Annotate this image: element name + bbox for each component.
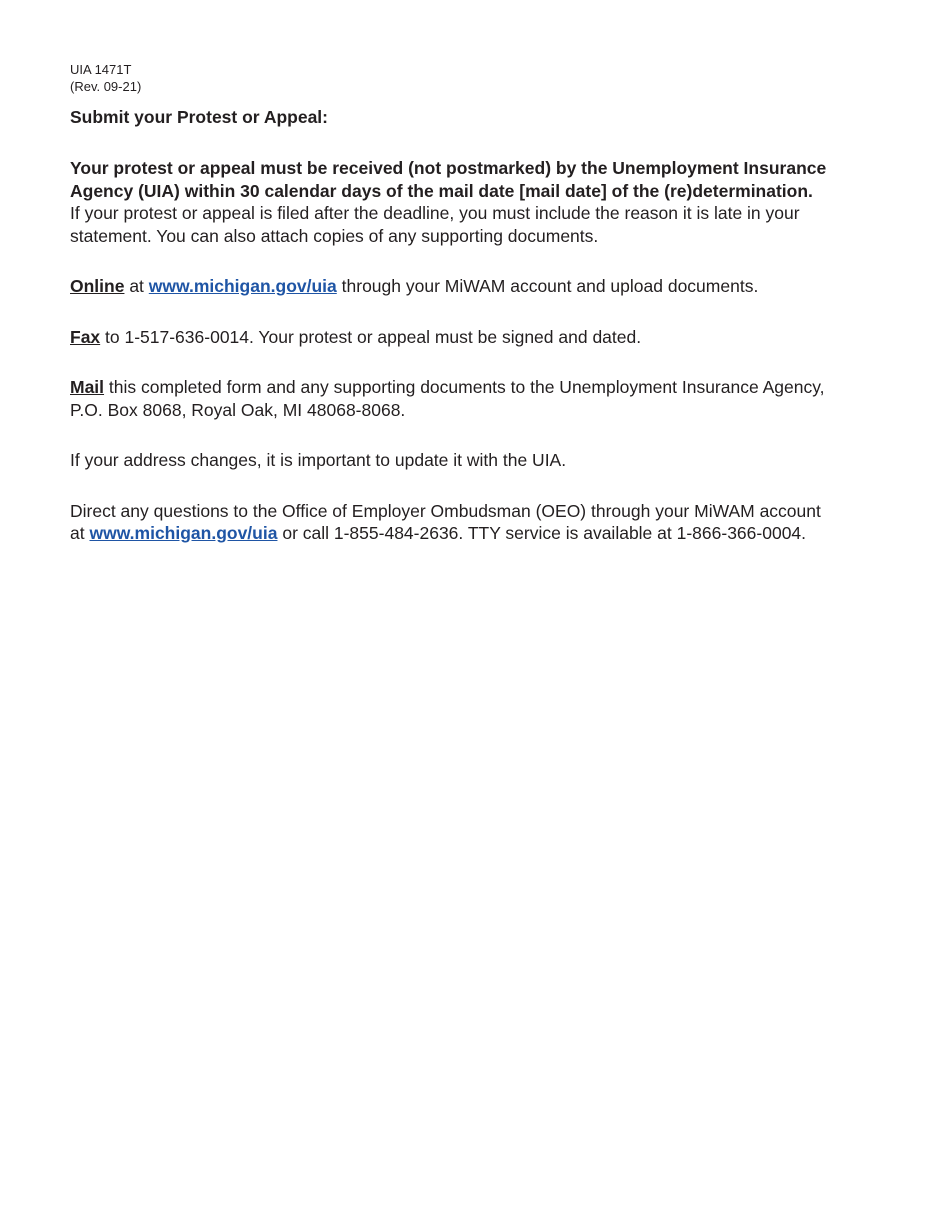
online-pre-text: at bbox=[124, 276, 149, 296]
michigan-uia-link[interactable]: www.michigan.gov/uia bbox=[148, 276, 337, 296]
form-revision: (Rev. 09-21) bbox=[70, 79, 142, 94]
form-number: UIA 1471T bbox=[70, 62, 132, 77]
questions-post-text: or call 1-855-484-2636. TTY service is available at 1-866-366-0004. bbox=[277, 523, 807, 543]
online-label: Online bbox=[70, 276, 125, 296]
questions-uia-link[interactable]: www.michigan.gov/uia bbox=[89, 523, 278, 543]
fax-text: to 1-517-636-0014. Your protest or appeal must be signed and dated. bbox=[100, 326, 642, 347]
mail-label: Mail bbox=[70, 377, 105, 397]
deadline-paragraph bbox=[70, 157, 830, 247]
online-paragraph bbox=[70, 275, 830, 298]
page-title: Submit your Protest or Appeal: bbox=[70, 107, 328, 127]
questions-paragraph bbox=[70, 500, 830, 545]
deadline-text: If your protest or appeal is filed after the deadline, you must include the reason it is late in your statement. You can also attach copies of any supporting documents. bbox=[70, 203, 800, 246]
deadline-bold-text: Your protest or appeal must be received (not postmarked) by the Unemployment Insurance Agency (UIA) within 30 calendar days of the mail date [mail date] of the (re)determination. bbox=[70, 158, 827, 201]
fax-paragraph bbox=[70, 326, 830, 349]
mail-paragraph bbox=[70, 376, 830, 421]
fax-label: Fax bbox=[70, 326, 101, 347]
document-page bbox=[70, 61, 830, 545]
questions-pre-text: Direct any questions to the Office of Employer Ombudsman (OEO) through your MiWAM account at bbox=[70, 500, 821, 543]
online-post-text: through your MiWAM account and upload documents. bbox=[336, 276, 759, 296]
mail-text: this completed form and any supporting documents to the Unemployment Insurance Agency, P.O. Box 8068, Royal Oak, MI 48068-8068. bbox=[70, 377, 825, 420]
address-change-paragraph: If your address changes, it is important to update it with the UIA. bbox=[70, 450, 567, 470]
